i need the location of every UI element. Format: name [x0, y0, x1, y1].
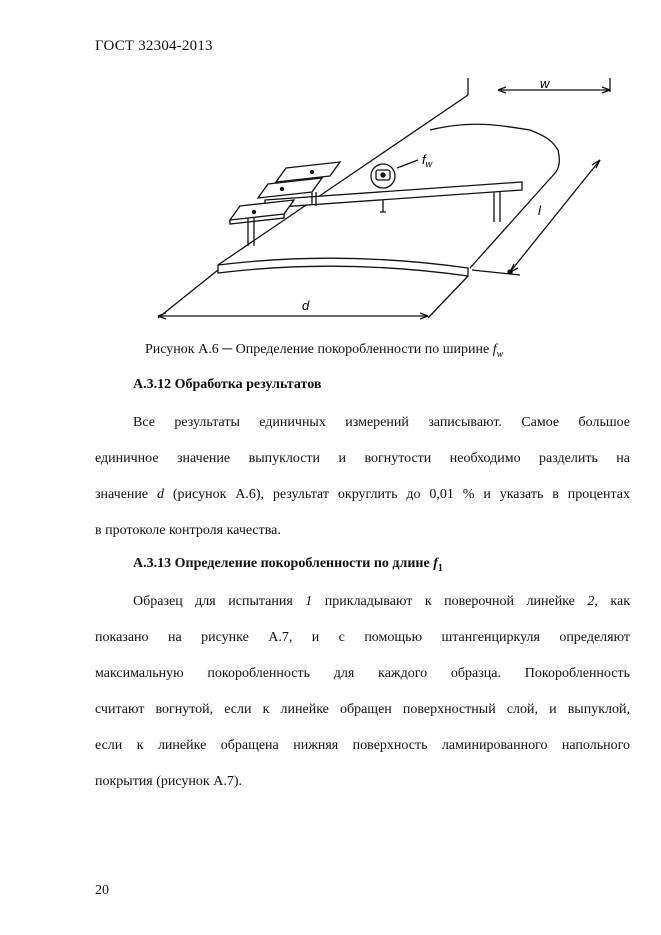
label-w: w	[540, 76, 550, 91]
section-a3-12-text	[95, 405, 630, 549]
label-d: d	[302, 298, 310, 313]
text-line: единичное значение выпуклости и вогнутости необходимо разделить на	[95, 451, 630, 466]
svg-text:fw	[422, 152, 433, 169]
panel-left-edge	[218, 95, 468, 265]
figure-caption: Рисунок А.6 ─ Определение покоробленности по ширине $f_w$	[145, 342, 504, 360]
panel-torn-back-edge	[430, 124, 559, 172]
figure-a6-drawing	[150, 72, 620, 334]
document-header: ГОСТ 32304-2013	[95, 38, 213, 54]
page-number: 20	[95, 883, 109, 898]
text-line: Все результаты единичных измерений записывают. Самое большое	[133, 415, 630, 430]
text-line: значение d (рисунок А.6), результат округлить до 0,01 % и указать в процентах	[95, 487, 630, 502]
text-line: показано на рисунке А.7, и с помощью штангенциркуля определяют	[95, 630, 630, 645]
section-heading-a3-13: А.3.13 Определение покоробленности по длине $f_1$	[133, 556, 443, 574]
text-line: считают вогнутой, если к линейке обращен поверхностный слой, и выпуклой,	[95, 702, 630, 717]
text-line: Образец для испытания 1 прикладывают к поверочной линейке 2, как	[133, 594, 630, 609]
label-l: l	[538, 203, 541, 218]
label-fw-sub: w	[425, 159, 433, 169]
l-dimension-line	[510, 160, 600, 272]
text-line: если к линейке обращена нижняя поверхность ламинированного напольного	[95, 738, 630, 753]
panel-front-edge	[218, 258, 468, 276]
label-fw: f	[422, 152, 426, 167]
section-a3-13-text	[95, 584, 630, 800]
text-line: в протоколе контроля качества.	[95, 523, 281, 538]
text-line: покрытия (рисунок А.7).	[95, 774, 242, 789]
text-line: максимальную покоробленность для каждого образца. Покоробленность	[95, 666, 630, 681]
section-heading-a3-12: А.3.12 Обработка результатов	[133, 377, 322, 392]
